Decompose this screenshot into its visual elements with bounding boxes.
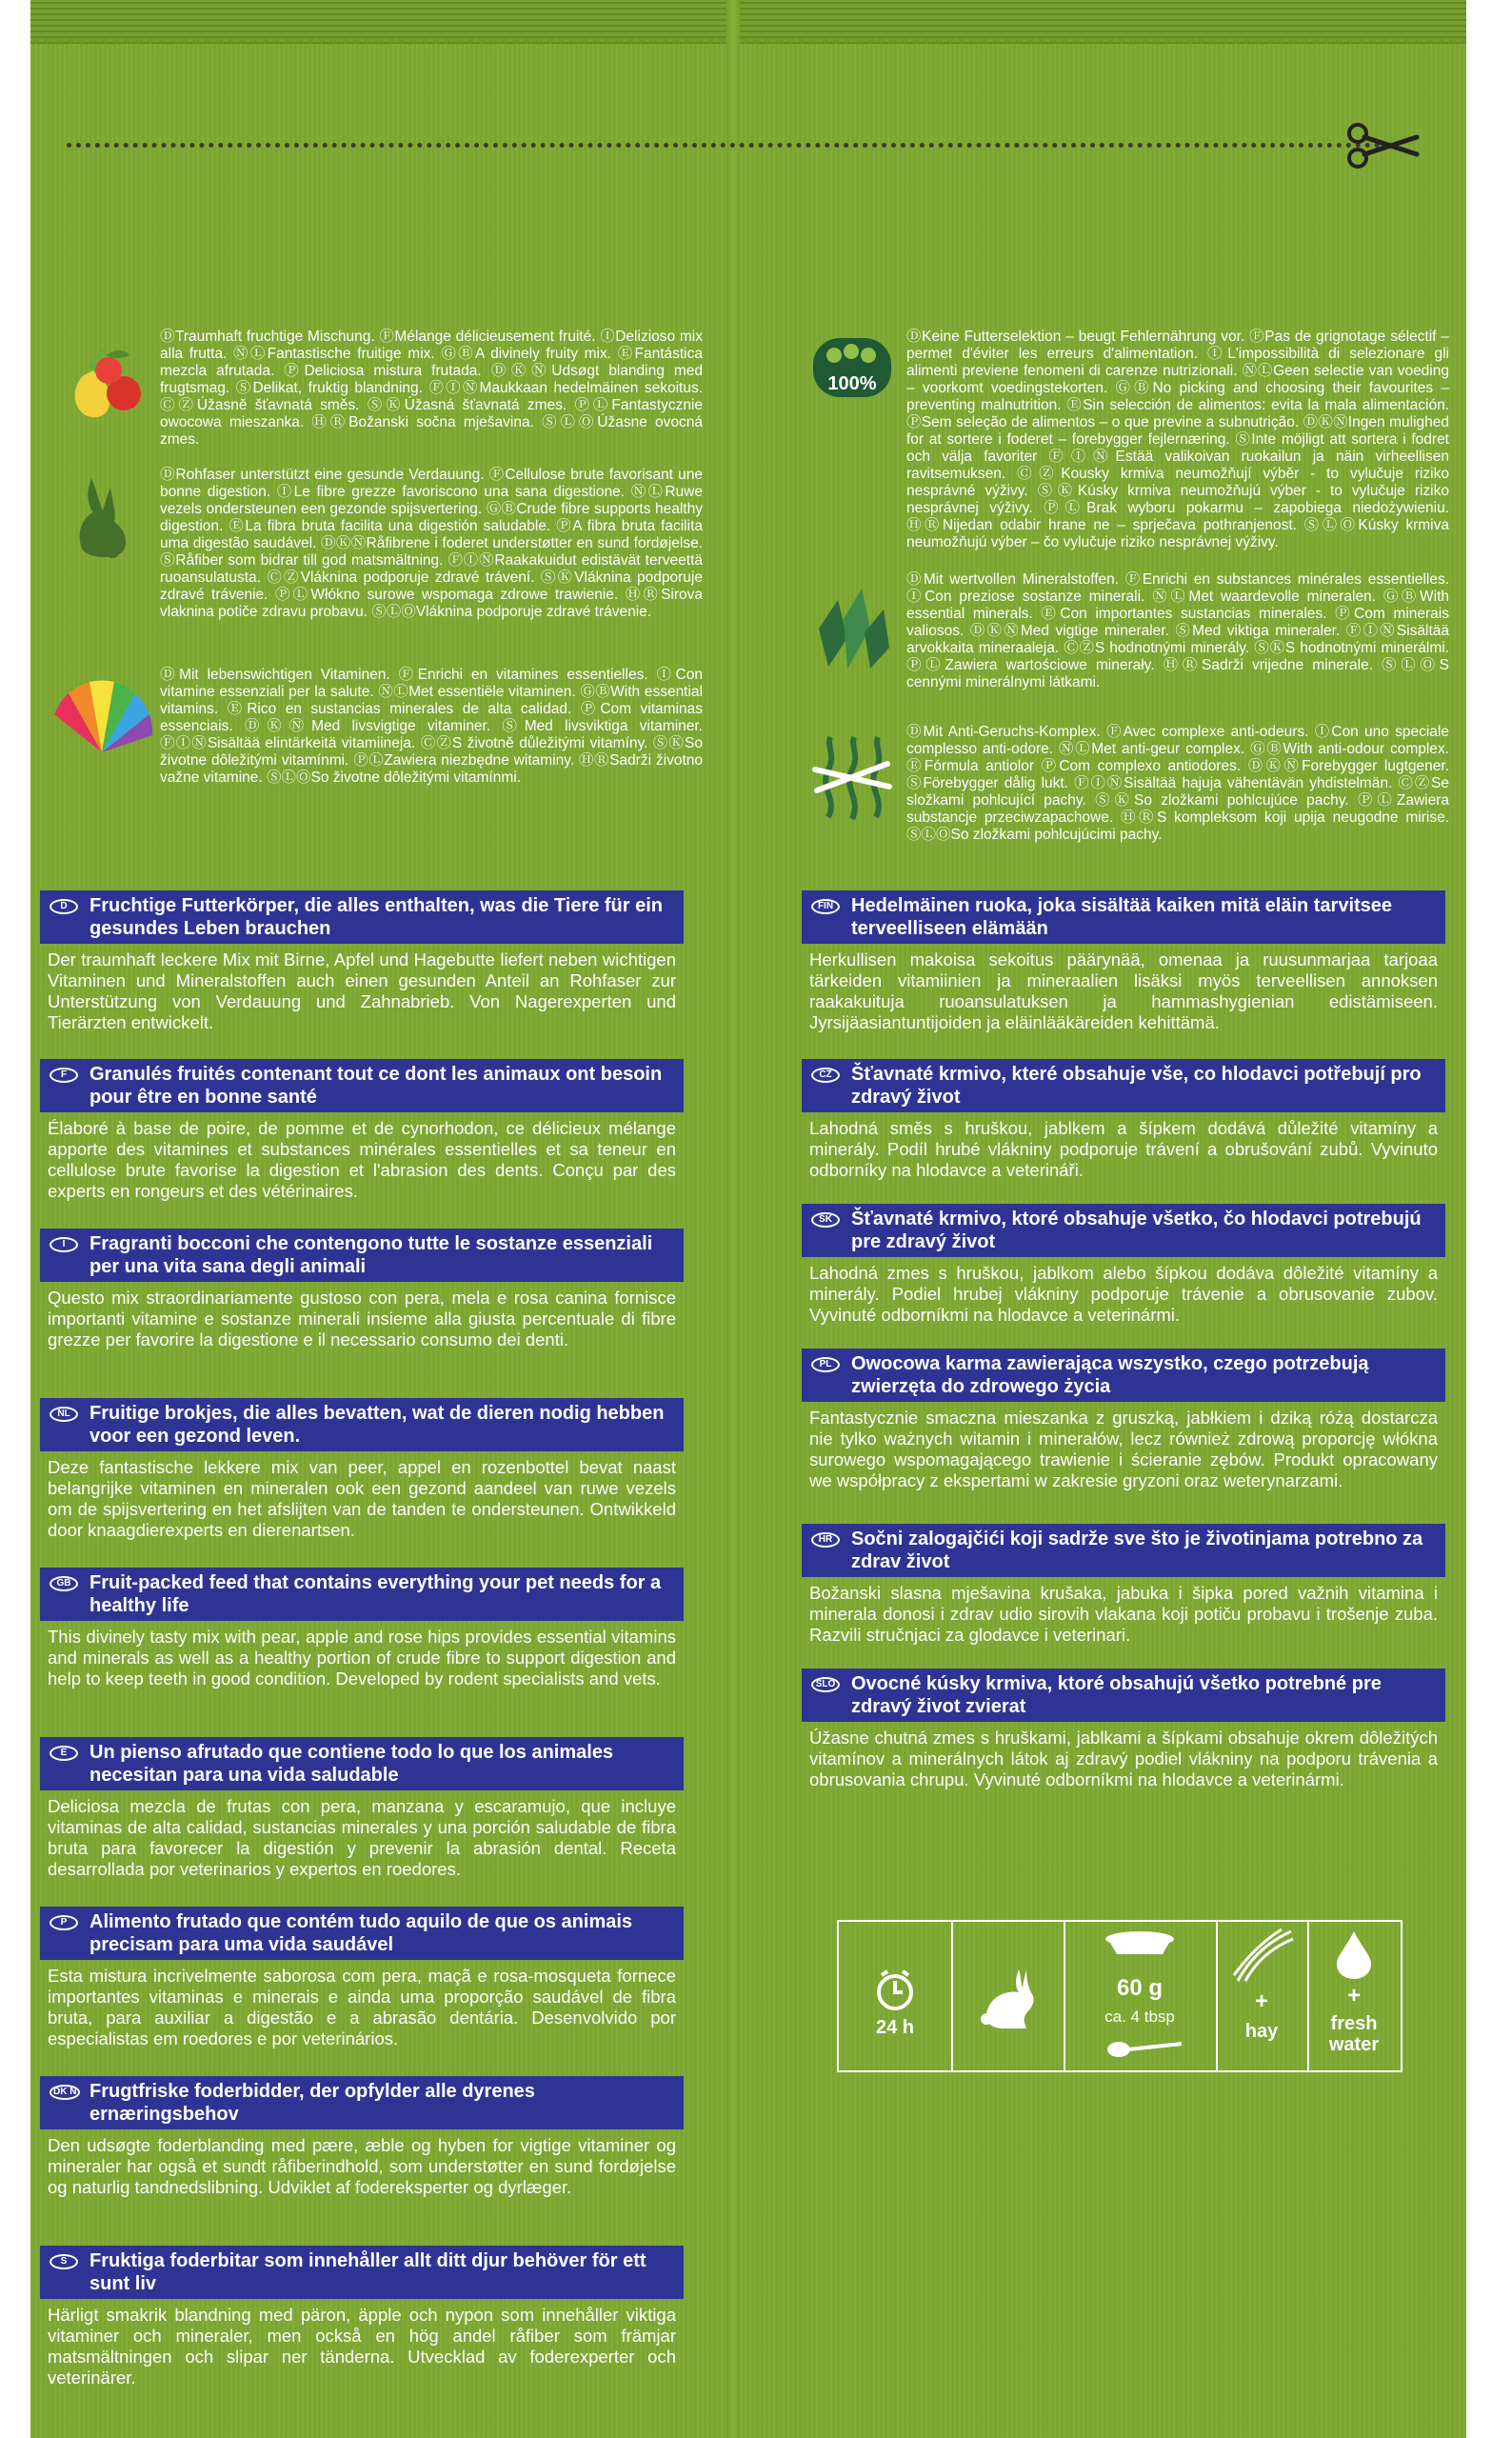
section-nl [40, 1398, 684, 1549]
section-body: Questo mix straordinariamente gustoso con pera, mela e rosa canina fornisce importanti vitamine e sostanze minerali insieme alla giusta percentuale di fibre grezze per favorire la digestione e il necessario consumo dei denti. [48, 1288, 676, 1349]
section-title: Fragranti bocconi che contengono tutte le sostanze essenziali per una vita sana degli animali [90, 1233, 653, 1277]
section-d [40, 890, 684, 1041]
section-body: Deliciosa mezcla de frutas con pera, manzana y escaramujo, que incluye vitaminas de alta calidad, sustancias minerales y una porción saludable de fibra bruta para favorecer la digestión y prevenir la abrasión dental. Receta desarrollada por veterinarios y expertos en roedores. [48, 1796, 676, 1879]
package-back [30, 0, 1466, 2438]
section-body: Fantastycznie smaczna mieszanka z gruszką, jabłkiem i dziką różą dostarcza nie tylko ważnych witamin i minerałów, lecz również zdrową proporcję włókna surowego wspomagającego trawienie i ścieranie zębów. Produkt opracowany we współpracy z ekspertami w zakresie gryzoni oraz weterynarzami. [809, 1408, 1438, 1490]
lang-badge: CZ [811, 1068, 840, 1083]
section-hr [802, 1524, 1445, 1653]
lang-badge: GB [50, 1576, 78, 1591]
lang-badge: DK N [50, 2085, 80, 2100]
feeding-animal [951, 1922, 1065, 2070]
section-body: Esta mistura incrivelmente saborosa com pera, maçã e rosa-mosqueta fornece importantes vitaminas e minerais e ainda uma proporção saudável de fibra bruta, para auxiliar a digestão e a abrasão dentária. Desenvolvido por especialistas em roedores e por veterinários. [48, 1966, 676, 2048]
section-cz [802, 1059, 1445, 1189]
section-gb [40, 1568, 684, 1697]
info-row-vitamins [48, 667, 705, 819]
section-title: Fruit-packed feed that contains everything your pet needs for a healthy life [90, 1572, 662, 1616]
lang-badge: HR [811, 1532, 840, 1548]
section-body: Den udsøgte foderblanding med pære, æble og hyben for vigtige vitaminer og mineraler har også et sundt råfiberindhold, som understøtter en sund fordøjelse og naturlig tandnedslibning. Udviklet af fodereksperter og dyrlæger. [48, 2135, 676, 2197]
bowl-icon [1102, 1929, 1178, 1958]
section-sk [802, 1204, 1445, 1333]
pellets-100-icon [809, 332, 895, 409]
section-body: Lahodná směs s hruškou, jablkem a šípkem dodává důležité vitamíny a minerály. Podíl hrubé vlákniny podporuje trávení a obrušování zubů. Vyvinuto odborníky na hlodavce a veterináři. [809, 1118, 1438, 1180]
section-body: Härligt smakrik blandning med päron, äpple och nypon som innehåller viktiga vitaminer och mineraler, men också en hög andel råfiber som främjar matsmältningen och slipar ner tänderna. Utvecklad av foderexperter och veterinärer. [48, 2305, 676, 2388]
section-f [40, 1059, 684, 1209]
info-row-no-selection [802, 329, 1449, 557]
info-text-fibre: ⒹRohfaser unterstützt eine gesunde Verdauung. ⒻCellulose brute favorisant une bonne digestion. ⒾLe fibre grezze favoriscono una sana digestione. ⓃⓁRuwe vezels ondersteunen een gezonde spijsvertering. ⒼⒷCrude fibre supports healthy digestion. ⒺLa fibra bruta facilita una digestión saludable. ⓅA fibra bruta facilita uma digestão saudável. ⒹⓀⓃRåfibrene i foderet understøtter en sund fordøjelse. ⓈRåfiber som bidrar till god matsmältning. ⒻⒾⓃRaakakuidut edistävät terveettä ruoansulatusta. ⒸⓏVláknina podporuje zdravé trávení. ⓈⓀVláknina podporuje zdravé trávenie. ⓅⓁWłókno surowe wspomaga zdrowe trawienie. ⒽⓇSirova vlaknina potiče zdravu probavu. ⓈⓁⓄVláknina podporuje zdravé trávenie. [160, 467, 703, 620]
info-text-no-selection: ⒹKeine Futterselektion – beugt Fehlernährung vor. ⒻPas de grignotage sélectif – permet d'éviter les erreurs d'alimentation. ⒾL'impossibilità di selezionare gli alimenti previene fenomeni di carenze nutrizionali. ⓃⓁGeen selectie van voeding – voorkomt voedingstekorten. ⒼⒷNo picking and choosing their favourites – preventing malnutrition. ⒺSin selección de alimentos: evita la mala alimentación. ⓅSem seleção de alimentos – o que previne a subnutrição. ⒹⓀⓃIngen mulighed for at sortere i foderet – forebygger fejlernæring. ⓈInte möjligt att sortera i fodret och välja favoriter ⒻⒾⓃEstää valikoivan ruokailun ja näin virheellisen ravitsemuksen. ⒸⓏKousky krmiva neumožňují výběr - to vylučuje riziko nesprávné výživy. ⓈⓀKúsky krmiva neumožňujú výber - to vylučuje riziko nesprávnej výživy. ⓅⓁBrak wyboru pokarmu – zapobiega niedożywieniu. ⒽⓇNijedan odabir hrane ne – sprječava pothranjenost. ⓈⓁⓄKúsky krmiva neumožňujú výber – čo vylučuje riziko nesprávnej výživy. [906, 329, 1449, 550]
hay-icon [1228, 1928, 1295, 1985]
info-text-fruit: ⒹTraumhaft fruchtige Mischung. ⒻMélange délicieusement fruité. ⒾDelizioso mix alla frutta. ⓃⓁFantastische fruitige mix. ⒼⒷA divinely fruity mix. ⒺFantástica mezcla afrutada. ⓅDeliciosa mistura frutada. ⒹⓀⓃUdsøgt blanding med frugtsmag. ⓈDelikat, fruktig blandning. ⒻⒾⓃMaukkaan hedelmäinen sekoitus. ⒸⓏÚžasně šťavnatá směs. ⓈⓀÚžasná šťavnatá zmes. ⓅⓁFantastycznie owocowa mieszanka. ⒽⓇBožanski sočna mješavina. ⓈⓁⓄÚžasne ovocná zmes. [160, 329, 703, 448]
section-title: Sočni zalogajčići koji sadrže sve što je životinjama potrebno za zdrav život [851, 1529, 1423, 1572]
info-row-fruit [48, 329, 705, 448]
section-e [40, 1737, 684, 1888]
section-body: Deze fantastische lekkere mix van peer, appel en rozenbottel bevat naast belangrijke vitaminen en mineralen ook een gezond aandeel van ruwe vezels om de spijsvertering en het afslijten van de tanden te ondersteunen. Ontwikkeld door knaagdierexperts en dierenartsen. [48, 1457, 676, 1540]
feeding-hay [1216, 1922, 1309, 2070]
lang-badge: FIN [811, 899, 840, 914]
hay-label: hay [1244, 2021, 1279, 2042]
anti-odour-icon [809, 731, 895, 827]
section-body: Lahodná zmes s hruškou, jablkom alebo šípkou dodáva dôležité vitamíny a minerály. Podiel hrubej vlákniny podporuje trávenie a obrusovanie zubov. Vyvinuté odborníkmi na hlodavce a veterinármi. [809, 1263, 1438, 1325]
feeding-amount [1064, 1922, 1218, 2070]
info-row-anti-odour [802, 724, 1449, 867]
feeding-water [1307, 1922, 1401, 2070]
lang-badge: PL [811, 1357, 840, 1372]
lang-badge: D [50, 899, 78, 914]
info-text-minerals: ⒹMit wertvollen Mineralstoffen. ⒻEnrichi en substances minérales essentielles. ⒾCon preziose sostanze minerali. ⓃⓁMet waardevolle mineralen. ⒼⒷWith essential minerals. ⒺCon importantes sustancias minerales. ⓅCom minerais valiosos. ⒹⓀⓃMed vigtige mineraler. ⓈMed viktiga mineraler. ⒻⒾⓃSisältää arvokkaita mineraaleja. ⒸⓏS hodnotnými minerály. ⓈⓀS hodnotnými minerálmi. ⓅⓁZawiera wartościowe minerały. ⒽⓇSadrži vrijedne minerale. ⓈⓁⓄS cennými minerálnymi látkami. [906, 571, 1449, 690]
crystal-icon [809, 581, 895, 676]
lang-badge: P [50, 1915, 78, 1930]
section-body: Úžasne chutná zmes s hruškami, jablkami a šípkami obsahuje okrem dôležitých vitamínov a minerálnych látok aj zdravý podiel vlákniny na podporu trávenia a obrusovania chrupu. Vyvinuté odborníkmi na hlodavce a veterinármi. [809, 1728, 1438, 1789]
badge-100: 100% [827, 373, 877, 394]
section-title: Alimento frutado que contém tudo aquilo de que os animais precisam para uma vida saudável [90, 1911, 633, 1955]
info-row-fibre [48, 467, 705, 657]
lang-badge: S [50, 2254, 78, 2269]
scissors-icon[interactable] [1344, 122, 1421, 170]
lang-badge: NL [50, 1407, 78, 1422]
seal-zigzag-edge [30, 38, 1466, 50]
section-pl [802, 1349, 1445, 1499]
section-fin [802, 890, 1445, 1041]
lang-badge: I [50, 1237, 78, 1252]
time-label: 24 h [875, 2017, 915, 2038]
section-body: Herkullisen makoisa sekoitus päärynää, omenaa ja ruusunmarjaa tarjoaa tärkeiden vitamiinien ja mineraalien lisäksi myös terveellisen annoksen raakakuituja ruoansulatuksen ja hammashygienian edistämiseen. Jyrsijäasiantuntijoiden ja eläinlääkäreiden kehittämä. [809, 949, 1438, 1032]
lang-badge: E [50, 1746, 78, 1761]
rabbit-silhouette-icon [969, 1966, 1045, 2032]
center-seam [726, 0, 740, 2438]
plus-hay: + [1254, 1988, 1268, 2014]
clock-icon [876, 1969, 914, 2011]
info-row-minerals [802, 571, 1449, 714]
water-label: fresh water [1328, 2013, 1380, 2055]
feeding-time [839, 1922, 953, 2070]
plus-water: + [1346, 1983, 1361, 2008]
section-title: Šťavnaté krmivo, které obsahuje vše, co hlodavci potřebují pro zdravý život [851, 1064, 1422, 1108]
lang-badge: SK [811, 1212, 840, 1228]
section-title: Un pienso afrutado que contiene todo lo que los animales necesitan para una vida saludable [90, 1742, 614, 1786]
rabbit-icon [55, 470, 150, 566]
section-title: Owocowa karma zawierająca wszystko, czego potrzebują zwierzęta do zdrowego życia [851, 1353, 1369, 1397]
section-title: Šťavnaté krmivo, ktoré obsahuje všetko, čo hlodavci potrebujú pre zdravý život [851, 1209, 1422, 1252]
section-s [40, 2246, 684, 2396]
amount-sub-label: ca. 4 tbsp [1104, 2008, 1175, 2026]
amount-label: 60 g [1116, 1975, 1164, 2001]
info-text-anti-odour: ⒹMit Anti-Geruchs-Komplex. ⒻAvec complexe anti-odeurs. ⒾCon uno speciale complesso anti-odore. ⓃⓁMet anti-geur complex. ⒼⒷWith anti-odour complex. ⒺFórmula antiolor ⓅCom complexo antiodores. ⒹⓀⓃForebygger lugtgener. ⓈFörebygger dålig lukt. ⒻⒾⓃSisältää hajuja vähentävän yhdistelmän. ⒸⓏSe složkami pohlcující pachy. ⓈⓀSo zložkami pohlcujúce pachy. ⓅⓁZawiera substancje przeciwzapachowe. ⒽⓇS kompleksom koji upija neugodne mirise. ⓈⓁⓄSo zložkami pohlcujúcimi pachy. [906, 724, 1449, 843]
water-drop-icon [1335, 1929, 1373, 1981]
section-body: Élaboré à base de poire, de pomme et de cynorhodon, ce délicieux mélange apporte des vitamines et substances minérales essentielles et sa teneur en cellulose brute favorise la digestion et l'abrasion des dents. Conçu par des experts en rongeurs et des vétérinaires. [48, 1118, 676, 1201]
section-title: Hedelmäinen ruoka, joka sisältää kaiken mitä eläin tarvitsee terveelliseen elämään [851, 895, 1393, 939]
section-title: Granulés fruités contenant tout ce dont les animaux ont besoin pour être en bonne santé [90, 1064, 663, 1108]
section-slo [802, 1669, 1445, 1798]
section-title: Fruitige brokjes, die alles bevatten, wat de dieren nodig hebben voor een gezond leven. [90, 1403, 665, 1447]
lang-badge: F [50, 1068, 78, 1083]
section-p [40, 1907, 684, 2057]
color-fan-icon [50, 676, 154, 762]
section-title: Frugtfriske foderbidder, der opfylder alle dyrenes ernæringsbehov [90, 2081, 535, 2125]
section-body: Der traumhaft leckere Mix mit Birne, Apfel und Hagebutte liefert neben wichtigen Vitaminen und Mineralstoffen auch einen gesunden Anteil an Rohfaser zur Unterstützung von Verdauung und Zahnabrieb. Von Nagerexperten und Tierärzten entwickelt. [48, 949, 676, 1032]
lang-badge: SLO [811, 1677, 840, 1692]
info-text-vitamins: ⒹMit lebenswichtigen Vitaminen. ⒻEnrichi en vitamines essentielles. ⒾCon vitamine essenziali per la salute. ⓃⓁMet essentiële vitaminen. ⒼⒷWith essential vitamins. ⒺRico en sustancias minerales de alta calidad. ⓅCom vitaminas essenciais. ⒹⓀⓃMed livsvigtige vitaminer. ⓈMed livsviktiga vitaminer. ⒻⒾⓃSisältää elintärkeitä vitamiineja. ⒸⓏS životně důležitými vitamíny. ⓈⓀSo životne dôležitými vitamínmi. ⓅⓁZawiera niezbędne witaminy. ⒽⓇSadrži životno važne vitamine. ⓈⓁⓄSo životne dôležitými vitamínmi. [160, 667, 703, 786]
tear-line [67, 143, 1381, 148]
section-i [40, 1229, 684, 1358]
spoon-icon [1107, 2040, 1184, 2059]
fruit-icon [55, 332, 150, 428]
section-title: Fruchtige Futterkörper, die alles enthalten, was die Tiere für ein gesundes Leben brauchen [90, 895, 664, 939]
feeding-guide [837, 1920, 1403, 2072]
section-body: This divinely tasty mix with pear, apple and rose hips provides essential vitamins and minerals as well as a healthy portion of crude fibre to support digestion and help to keep teeth in good condition. Developed by rodent specialists and vets. [48, 1627, 676, 1689]
section-dk-n [40, 2076, 684, 2206]
section-title: Fruktiga foderbitar som innehåller allt ditt djur behöver för ett sunt liv [90, 2250, 647, 2294]
section-title: Ovocné kúsky krmiva, ktoré obsahujú všetko potrebné pre zdravý život zvierat [851, 1673, 1382, 1717]
section-body: Božanski slasna mješavina krušaka, jabuka i šipka pored važnih vitamina i minerala donosi i zdrav udio sirovih vlakana koji potiču probavu i trošenje zuba. Razvili stručnjaci za glodavce i veterinari. [809, 1583, 1438, 1645]
